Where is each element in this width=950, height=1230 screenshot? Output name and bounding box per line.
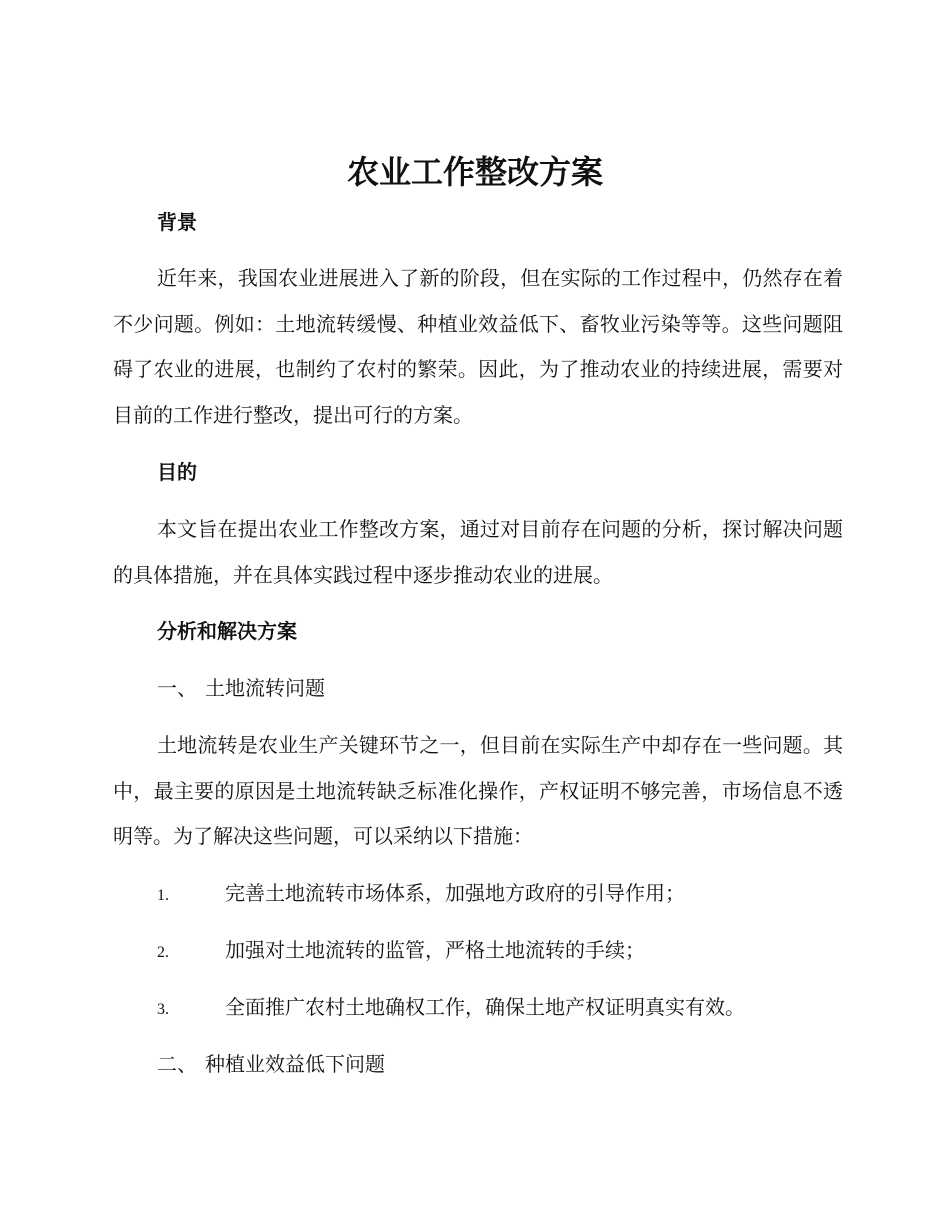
section-heading-purpose: 目的 [157,460,197,484]
list-item-index: 3. [157,1001,169,1018]
list-item-text: 完善土地流转市场体系，加强地方政府的引导作用； [225,881,685,905]
list-item-index: 1. [157,887,169,904]
paragraph-background: 近年来，我国农业进展进入了新的阶段，但在实际的工作过程中，仍然存在着不少问题。例如：土地流转缓慢、种植业效益低下、畜牧业污染等等。这些问题阻碍了农业的进展，也制约了农村的繁荣。因此，为了推动农业的持续进展，需要对目前的工作进行整改，提出可行的方案。 [113,266,843,427]
list-item-index: 2. [157,944,169,961]
list-item [157,879,685,910]
list-item-text: 全面推广农村土地确权工作，确保土地产权证明真实有效。 [225,995,745,1019]
list-item [157,936,645,967]
paragraph-purpose: 本文旨在提出农业工作整改方案，通过对目前存在问题的分析，探讨解决问题的具体措施，并在具体实践过程中逐步推动农业的进展。 [113,517,843,587]
subsection-title: 土地流转问题 [205,676,325,700]
list-item [157,993,745,1024]
subsection-number: 一、 [157,676,197,700]
list-item-text: 加强对土地流转的监管，严格土地流转的手续； [225,938,645,962]
subsection-title: 种植业效益低下问题 [205,1052,385,1076]
paragraph-land-transfer: 土地流转是农业生产关键环节之一，但目前在实际生产中却存在一些问题。其中，最主要的原因是土地流转缺乏标准化操作，产权证明不够完善，市场信息不透明等。为了解决这些问题，可以采纳以下措施： [113,733,843,848]
subsection-heading-land-transfer [157,674,325,702]
subsection-number: 二、 [157,1052,197,1076]
document-title: 农业工作整改方案 [346,153,603,191]
section-heading-analysis: 分析和解决方案 [157,619,297,643]
section-heading-background: 背景 [157,210,197,234]
subsection-heading-planting-efficiency [157,1050,385,1078]
